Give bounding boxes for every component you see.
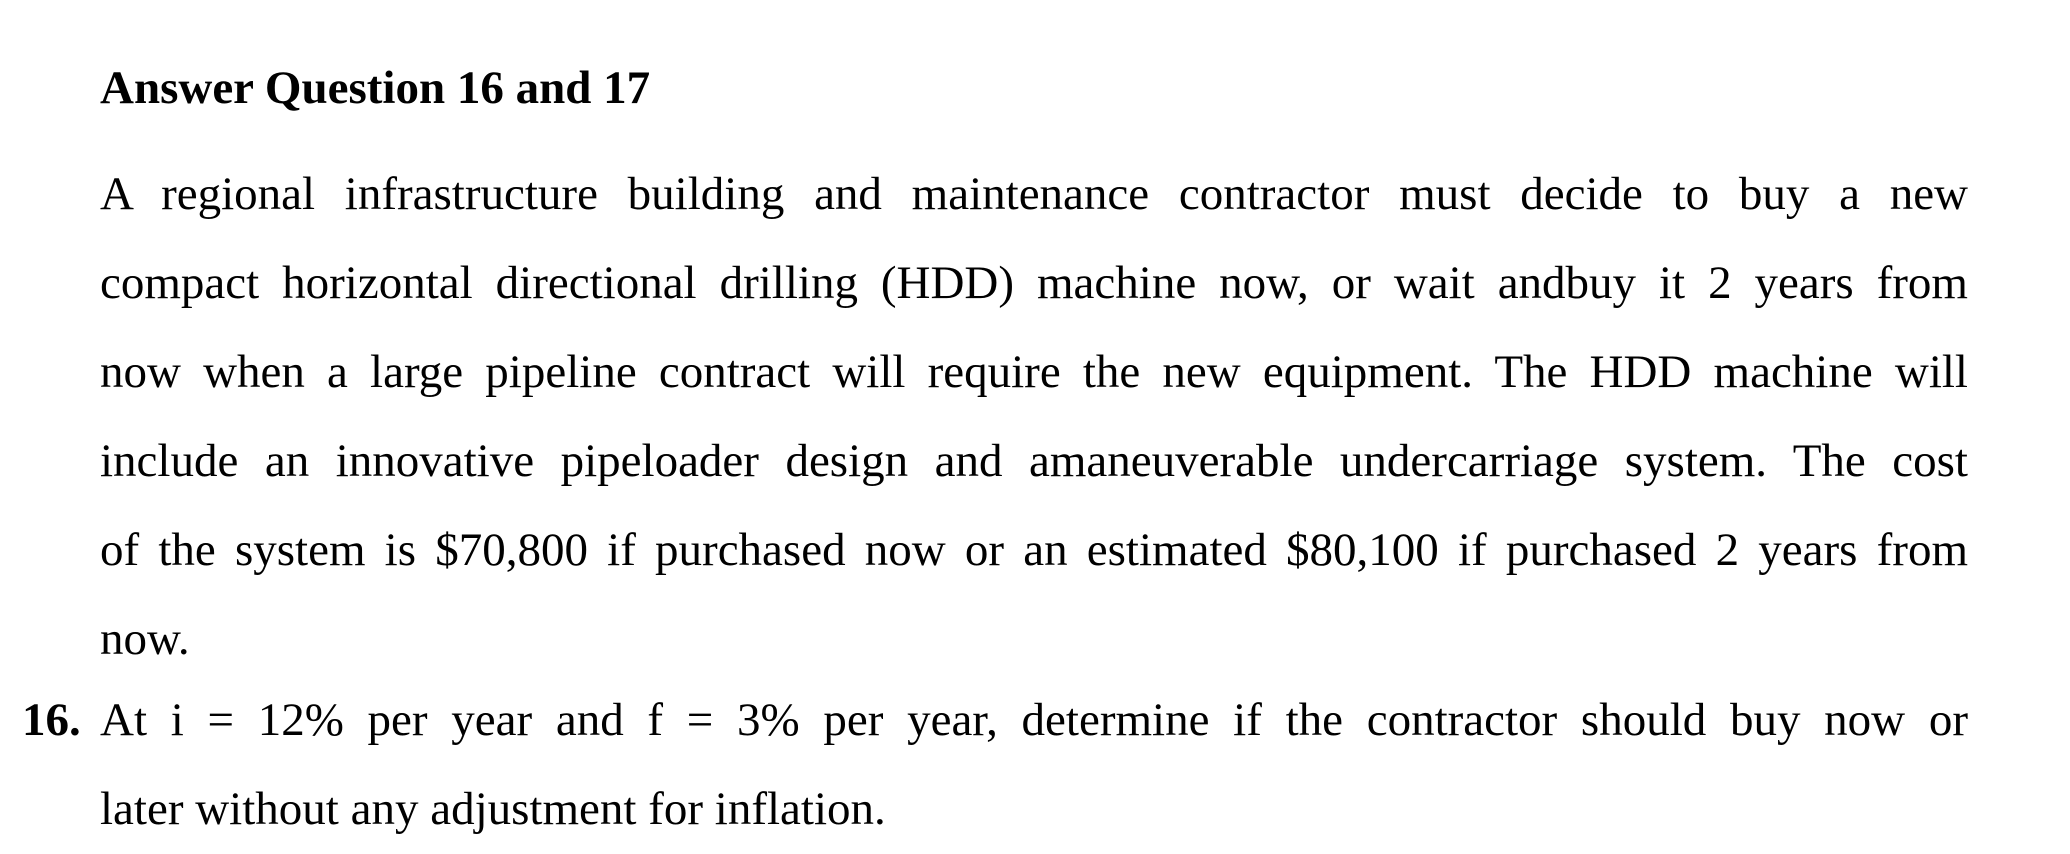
paragraph-line: now. — [100, 613, 190, 665]
question-line: At i = 12% per year and f = 3% per year, determine if the contractor should buy now or — [100, 694, 1968, 746]
question-line: later without any adjustment for inflation. — [100, 783, 886, 835]
paragraph-line: A regional infrastructure building and maintenance contractor must decide to buy a new — [100, 168, 1968, 220]
section-heading: Answer Question 16 and 17 — [100, 62, 651, 114]
paragraph-line: now when a large pipeline contract will require the new equipment. The HDD machine will — [100, 346, 1968, 398]
question-number: 16. — [22, 694, 81, 746]
paragraph-line: include an innovative pipeloader design and amaneuverable undercarriage system. The cost — [100, 435, 1968, 487]
paragraph-line: of the system is $70,800 if purchased now or an estimated $80,100 if purchased 2 years from — [100, 524, 1968, 576]
question-text — [100, 676, 1968, 854]
problem-paragraph — [100, 150, 1968, 684]
paragraph-line: compact horizontal directional drilling (HDD) machine now, or wait andbuy it 2 years from — [100, 257, 1968, 309]
